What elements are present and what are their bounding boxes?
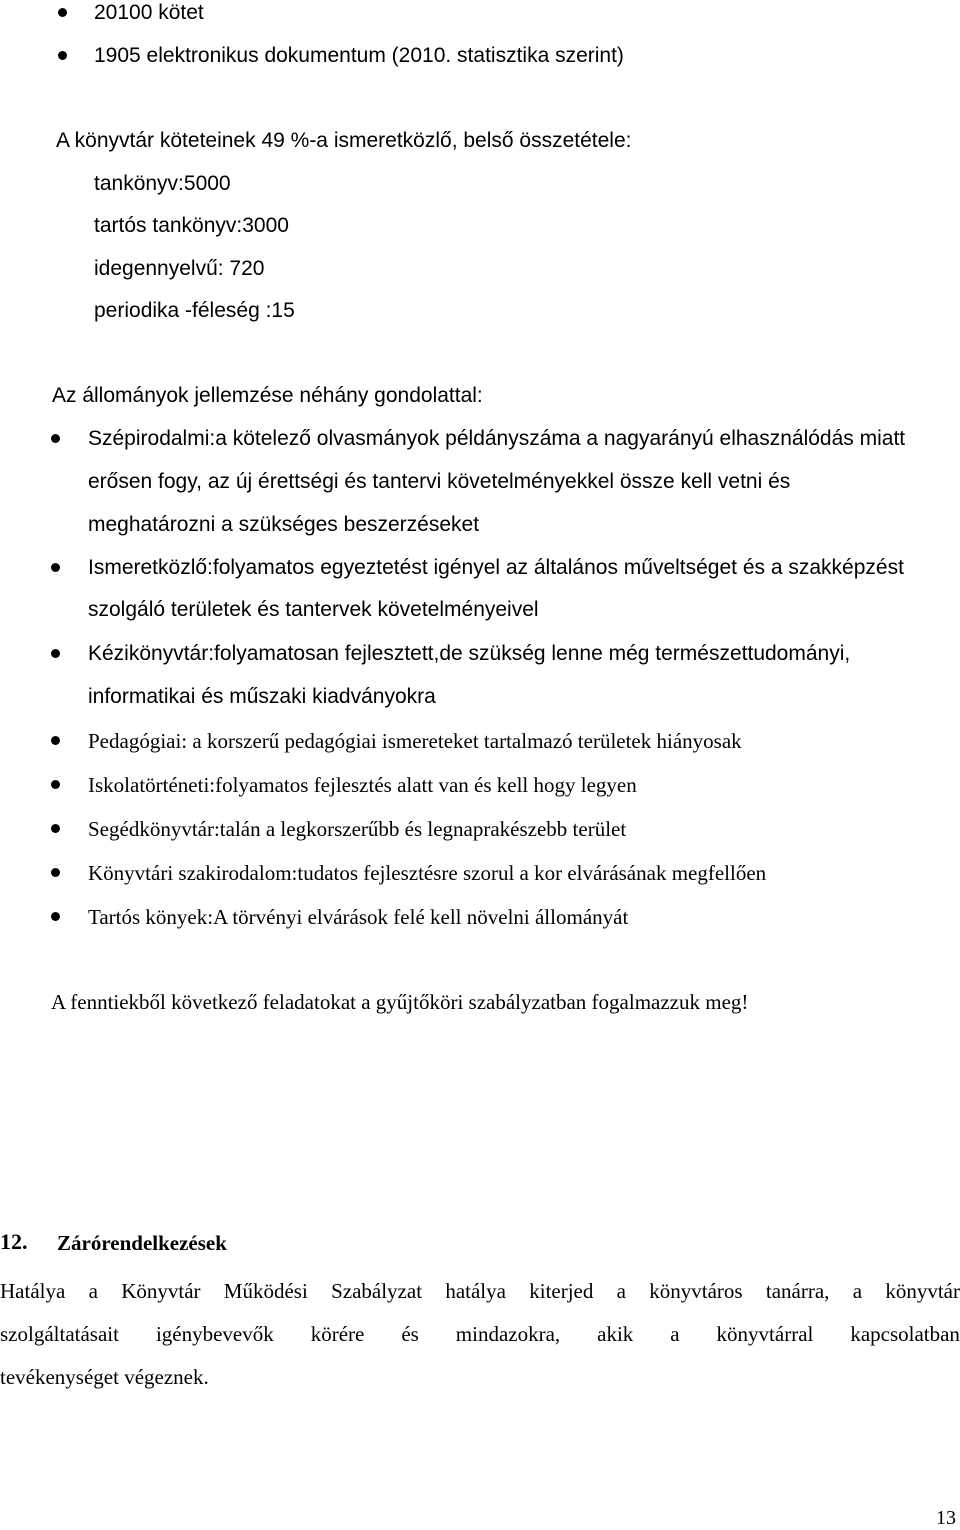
collection-intro: A könyvtár köteteinek 49 %-a ismeretközlő, belső összetétele: [56, 129, 632, 152]
bullet-marker [58, 8, 67, 17]
characterization-item-reference-cont: informatikai és műszaki kiadványokra [88, 685, 436, 708]
paragraph-word: könyvtár [885, 1279, 960, 1303]
paragraph-word: könyvtárral [716, 1322, 814, 1346]
paragraph-word: Szabályzat [331, 1279, 423, 1303]
characterization-heading: Az állományok jellemzése néhány gondolattal: [52, 384, 483, 407]
bullet-marker [51, 824, 60, 833]
characterization-item-nonfiction-cont: szolgáló területek és tantervek követelményeivel [88, 598, 539, 621]
collection-item-durable-textbook: tartós tankönyv:3000 [94, 214, 289, 237]
bullet-marker [51, 868, 60, 877]
section-paragraph-last-line: tevékenységet végeznek. [0, 1365, 209, 1389]
bullet-marker [51, 649, 60, 658]
section-title: Zárórendelkezések [57, 1231, 227, 1255]
characterization-item-pedagogical: Pedagógiai: a korszerű pedagógiai ismereteket tartalmazó területek hiányosak [88, 729, 742, 753]
paragraph-word: a [670, 1322, 680, 1346]
characterization-item-fiction: Szépirodalmi:a kötelező olvasmányok példányszáma a nagyarányú elhasználódás miatt [88, 427, 906, 450]
paragraph-word: kapcsolatban [850, 1322, 960, 1346]
characterization-item-fiction-cont: erősen fogy, az új érettségi és tantervi követelményekkel össze kell vetni és [88, 470, 791, 493]
paragraph-word: és [401, 1322, 419, 1346]
bullet-marker [51, 563, 60, 572]
paragraph-word: szolgáltatásait [0, 1322, 119, 1346]
paragraph-word: körére [310, 1322, 365, 1346]
characterization-item-durable-books: Tartós könyek:A törvényi elvárások felé kell növelni állományát [88, 905, 629, 929]
paragraph-word: mindazokra, [455, 1322, 561, 1346]
paragraph-word: a [852, 1279, 863, 1303]
paragraph-word: Működési [223, 1279, 308, 1303]
characterization-item-school-history: Iskolatörténeti:folyamatos fejlesztés alatt van és kell hogy legyen [88, 773, 637, 797]
section-number: 12. [0, 1229, 28, 1254]
bullet-marker [51, 434, 60, 443]
paragraph-word: igénybevevők [155, 1322, 274, 1346]
page-number: 13 [936, 1507, 956, 1529]
paragraph-word: tanárra, [765, 1279, 830, 1303]
paragraph-word: kiterjed [529, 1279, 594, 1303]
paragraph-word: akik [597, 1322, 634, 1346]
collection-item-foreign-language: idegennyelvű: 720 [94, 257, 265, 280]
paragraph-word: könyvtáros [649, 1279, 743, 1303]
paragraph-word: a [616, 1279, 626, 1303]
paragraph-word: a [88, 1279, 98, 1303]
section-paragraph-line [0, 1278, 960, 1304]
bullet-marker [51, 736, 60, 745]
characterization-item-nonfiction: Ismeretközlő:folyamatos egyeztetést igényel az általános műveltséget és a szakképzést [88, 556, 904, 579]
conclusion-text: A fenntiekből következő feladatokat a gyűjtőköri szabályzatban fogalmazzuk meg! [51, 990, 749, 1014]
bullet-marker [51, 780, 60, 789]
list-item-volumes: 20100 kötet [94, 1, 204, 24]
characterization-item-reference: Kézikönyvtár:folyamatosan fejlesztett,de szükség lenne még természettudományi, [88, 642, 851, 665]
collection-item-textbook: tankönyv:5000 [94, 172, 231, 195]
bullet-marker [51, 912, 60, 921]
list-item-electronic-documents: 1905 elektronikus dokumentum (2010. statisztika szerint) [94, 44, 624, 67]
characterization-item-library-literature: Könyvtári szakirodalom:tudatos fejlesztésre szorul a kor elvárásának megfellően [88, 861, 767, 885]
characterization-item-fiction-cont: meghatározni a szükséges beszerzéseket [88, 513, 480, 536]
section-paragraph-line [0, 1321, 960, 1347]
characterization-item-auxiliary: Segédkönyvtár:talán a legkorszerűbb és legnaprakészebb terület [88, 817, 627, 841]
collection-item-periodicals: periodika -féleség :15 [94, 299, 295, 322]
paragraph-word: Hatálya [0, 1279, 66, 1303]
paragraph-word: hatálya [445, 1279, 506, 1303]
paragraph-word: Könyvtár [121, 1279, 201, 1303]
bullet-marker [58, 51, 67, 60]
